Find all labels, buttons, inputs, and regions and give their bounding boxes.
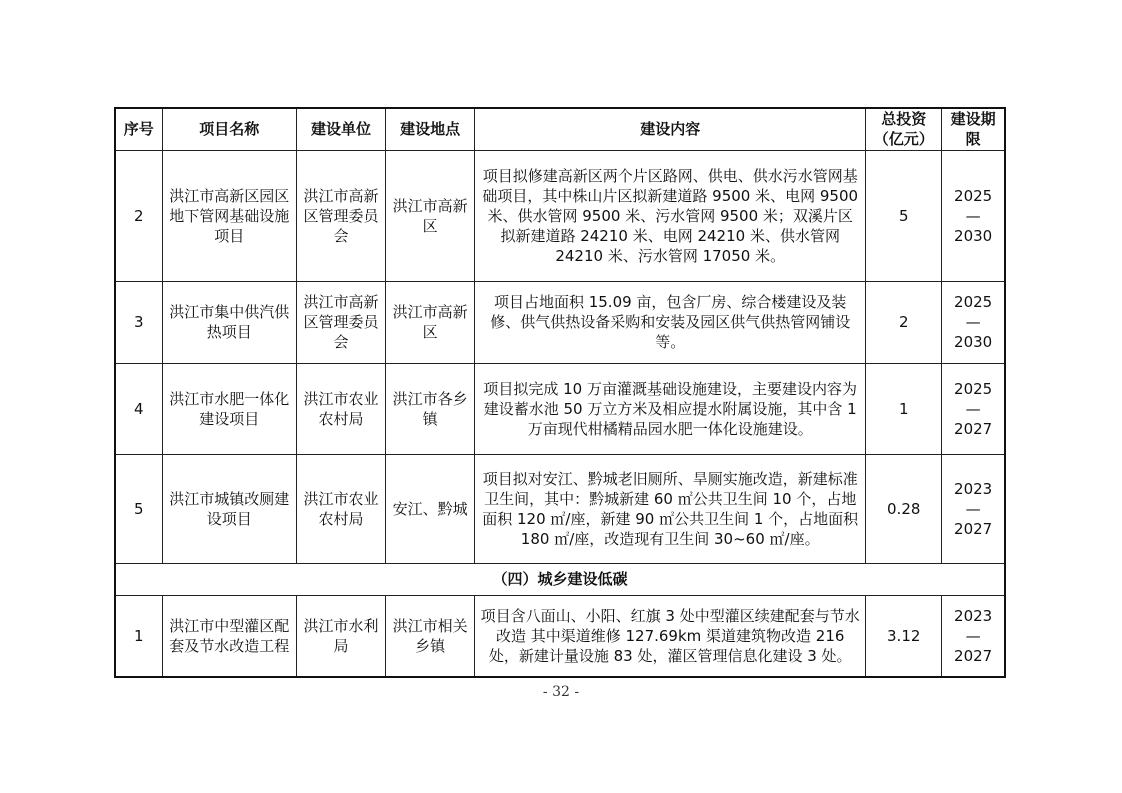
header-no: 序号 (115, 108, 162, 150)
period-end: 2027 (954, 419, 993, 438)
row-period (942, 281, 1005, 363)
period-start: 2023 (954, 479, 993, 498)
period-dash: — (965, 313, 981, 331)
row-no: 4 (115, 363, 162, 454)
row-period (942, 363, 1005, 454)
period-end: 2030 (954, 226, 993, 245)
table-header-row (115, 108, 1005, 150)
table-row (115, 595, 1005, 677)
row-unit: 洪江市高新区管理委员会 (296, 150, 385, 281)
section-title: （四）城乡建设低碳 (115, 563, 1005, 595)
row-period (942, 150, 1005, 281)
table-row (115, 281, 1005, 363)
row-location: 洪江市相关乡镇 (386, 595, 475, 677)
table-row (115, 363, 1005, 454)
header-name: 项目名称 (162, 108, 296, 150)
page-number: - 32 - (542, 684, 580, 700)
row-name: 洪江市城镇改厕建设项目 (162, 454, 296, 563)
row-investment: 5 (866, 150, 942, 281)
row-content: 项目拟完成 10 万亩灌溉基础设施建设，主要建设内容为建设蓄水池 50 万立方米及相应提水附属设施，其中含 1 万亩现代柑橘精品园水肥一体化设施建设。 (475, 363, 866, 454)
row-unit: 洪江市高新区管理委员会 (296, 281, 385, 363)
header-location: 建设地点 (386, 108, 475, 150)
row-investment: 3.12 (866, 595, 942, 677)
row-location: 安江、黔城 (386, 454, 475, 563)
period-dash: — (965, 626, 981, 645)
row-name: 洪江市高新区园区地下管网基础设施项目 (162, 150, 296, 281)
period-dash: — (965, 399, 981, 418)
period-start: 2023 (954, 606, 993, 625)
row-location: 洪江市各乡镇 (386, 363, 475, 454)
row-content: 项目拟对安江、黔城老旧厕所、旱厕实施改造，新建标准卫生间，其中：黔城新建 60 ㎡公共卫生间 10 个，占地面积 120 ㎡/座，新建 90 ㎡公共卫生间 1 个，占地面积 180 ㎡/座，改造现有卫生间 30~60 ㎡/座。 (475, 454, 866, 563)
row-unit: 洪江市水利局 (296, 595, 385, 677)
period-start: 2025 (954, 379, 993, 398)
period-end: 2027 (954, 519, 993, 538)
period-dash: — (965, 499, 981, 518)
row-no: 5 (115, 454, 162, 563)
period-end: 2030 (954, 333, 993, 351)
row-content: 项目含八面山、小阳、红旗 3 处中型灌区续建配套与节水改造 其中渠道维修 127.69km 渠道建筑物改造 216 处，新建计量设施 83 处，灌区管理信息化建设 3 处。 (475, 595, 866, 677)
row-investment: 1 (866, 363, 942, 454)
table-row (115, 150, 1005, 281)
row-period (942, 595, 1005, 677)
header-investment: 总投资（亿元） (866, 108, 942, 150)
row-no: 2 (115, 150, 162, 281)
row-content: 项目占地面积 15.09 亩，包含厂房、综合楼建设及装修、供气供热设备采购和安装及园区供气供热管网铺设等。 (475, 281, 866, 363)
period-dash: — (965, 206, 981, 225)
header-content: 建设内容 (475, 108, 866, 150)
row-content: 项目拟修建高新区两个片区路网、供电、供水污水管网基础项目，其中株山片区拟新建道路 9500 米、电网 9500 米、供水管网 9500 米、污水管网 9500 米；双溪片区拟新建道路 24210 米、电网 24210 米、供水管网 24210 米、污水管网 17050 米。 (475, 150, 866, 281)
period-end: 2027 (954, 646, 993, 665)
period-start: 2025 (954, 293, 993, 311)
period-start: 2025 (954, 186, 993, 205)
row-investment: 2 (866, 281, 942, 363)
row-unit: 洪江市农业农村局 (296, 363, 385, 454)
row-location: 洪江市高新区 (386, 281, 475, 363)
row-name: 洪江市集中供汽供热项目 (162, 281, 296, 363)
row-name: 洪江市中型灌区配套及节水改造工程 (162, 595, 296, 677)
header-period: 建设期限 (942, 108, 1005, 150)
row-period (942, 454, 1005, 563)
row-no: 3 (115, 281, 162, 363)
row-name: 洪江市水肥一体化建设项目 (162, 363, 296, 454)
row-unit: 洪江市农业农村局 (296, 454, 385, 563)
section-row (115, 563, 1005, 595)
header-unit: 建设单位 (296, 108, 385, 150)
table-row (115, 454, 1005, 563)
row-no: 1 (115, 595, 162, 677)
row-location: 洪江市高新区 (386, 150, 475, 281)
project-table (114, 107, 1006, 678)
row-investment: 0.28 (866, 454, 942, 563)
